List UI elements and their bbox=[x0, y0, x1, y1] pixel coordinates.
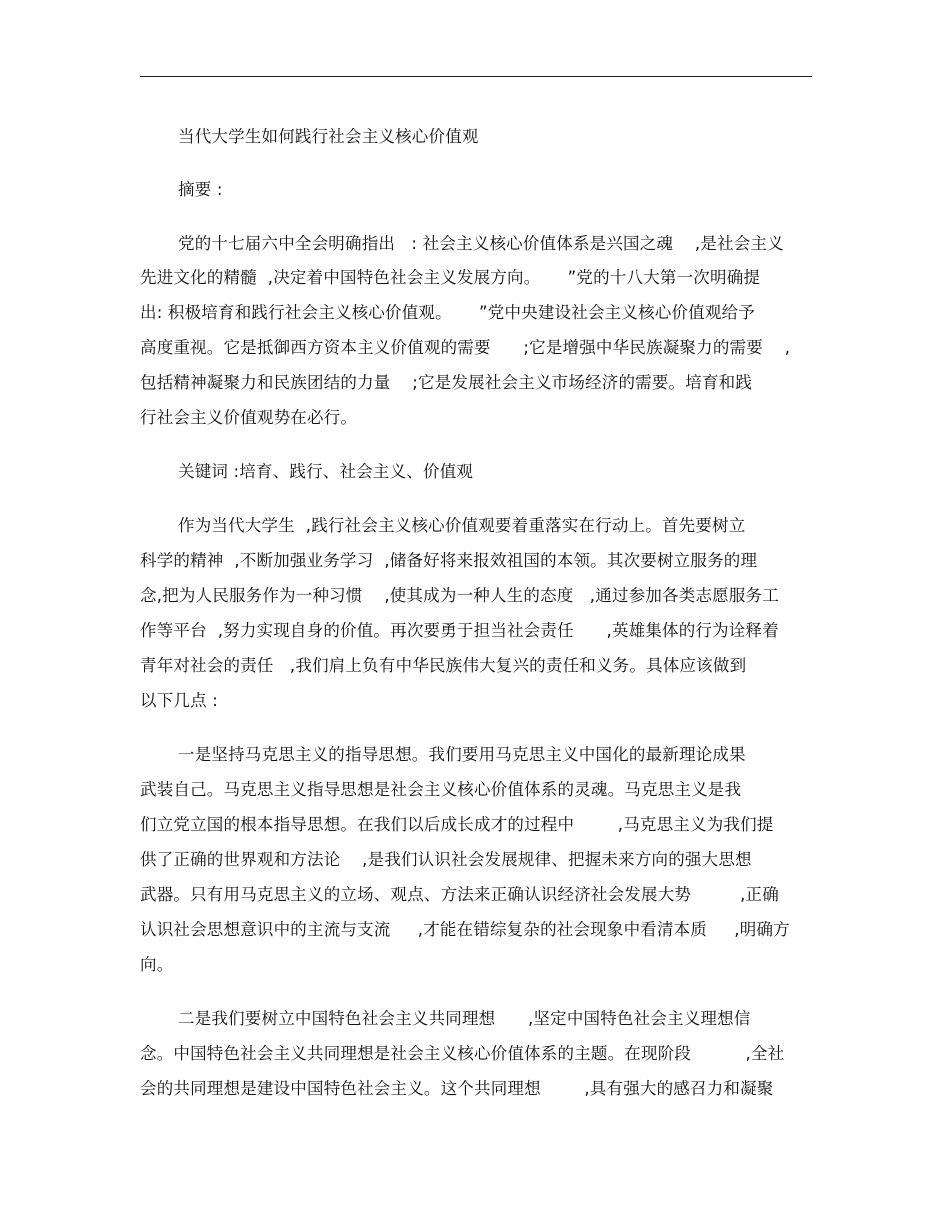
paragraph-line: 们立党立国的根本指导思想。在我们以后成长成才的过程中 ,马克思主义为我们提 bbox=[140, 815, 774, 834]
paragraph-line: 向。 bbox=[140, 955, 174, 974]
paragraph-line: 一是坚持马克思主义的指导思想。我们要用马克思主义中国化的最新理论成果 bbox=[178, 745, 746, 764]
paragraph-line: 武装自己。马克思主义指导思想是社会主义核心价值体系的灵魂。马克思主义是我 bbox=[140, 780, 742, 799]
document-title: 当代大学生如何践行社会主义核心价值观 bbox=[178, 127, 479, 146]
paragraph-line: 供了正确的世界观和方法论 ,是我们认识社会发展规律、把握未来方向的强大思想 bbox=[140, 850, 752, 869]
paragraph-line: 二是我们要树立中国特色社会主义共同理想 ,坚定中国特色社会主义理想信 bbox=[178, 1009, 751, 1028]
abstract-line: 高度重视。它是抵御西方资本主义价值观的需要 ;它是增强中华民族凝聚力的需要 , bbox=[140, 338, 791, 357]
header-rule bbox=[140, 76, 812, 77]
abstract-label: 摘要 : bbox=[178, 180, 223, 199]
abstract-line: 行社会主义价值观势在必行。 bbox=[140, 408, 358, 427]
paragraph-line: 认识社会思想意识中的主流与支流 ,才能在错综复杂的社会现象中看清本质 ,明确方 bbox=[140, 920, 790, 939]
paragraph-line: 作为当代大学生 ,践行社会主义核心价值观要着重落实在行动上。首先要树立 bbox=[178, 516, 746, 535]
keywords: 关键词 :培育、践行、社会主义、价值观 bbox=[178, 462, 474, 481]
paragraph-line: 念,把为人民服务作为一种习惯 ,使其成为一种人生的态度 ,通过参加各类志愿服务工 bbox=[140, 586, 779, 605]
paragraph-line: 会的共同理想是建设中国特色社会主义。这个共同理想 ,具有强大的感召力和凝聚 bbox=[140, 1079, 774, 1098]
abstract-line: 党的十七届六中全会明确指出 : 社会主义核心价值体系是兴国之魂 ,是社会主义 bbox=[178, 234, 784, 253]
paragraph-line: 念。中国特色社会主义共同理想是社会主义核心价值体系的主题。在现阶段 ,全社 bbox=[140, 1044, 785, 1063]
paragraph-line: 科学的精神 ,不断加强业务学习 ,储备好将来报效祖国的本领。其次要树立服务的理 bbox=[140, 551, 758, 570]
paragraph-line: 青年对社会的责任 ,我们肩上负有中华民族伟大复兴的责任和义务。具体应该做到 bbox=[140, 656, 747, 675]
abstract-line: 先进文化的精髓 ,决定着中国特色社会主义发展方向。 ”党的十八大第一次明确提 bbox=[140, 268, 761, 287]
paragraph-line: 武器。只有用马克思主义的立场、观点、方法来正确认识经济社会发展大势 ,正确 bbox=[140, 885, 779, 904]
abstract-line: 出: 积极培育和践行社会主义核心价值观。 ”党中央建设社会主义核心价值观给予 bbox=[140, 303, 755, 322]
paragraph-line: 以下几点 : bbox=[140, 691, 219, 710]
paragraph-line: 作等平台 ,努力实现自身的价值。再次要勇于担当社会责任 ,英雄集体的行为诠释着 bbox=[140, 621, 779, 640]
abstract-line: 包括精神凝聚力和民族团结的力量 ;它是发展社会主义市场经济的需要。培育和践 bbox=[140, 373, 753, 392]
